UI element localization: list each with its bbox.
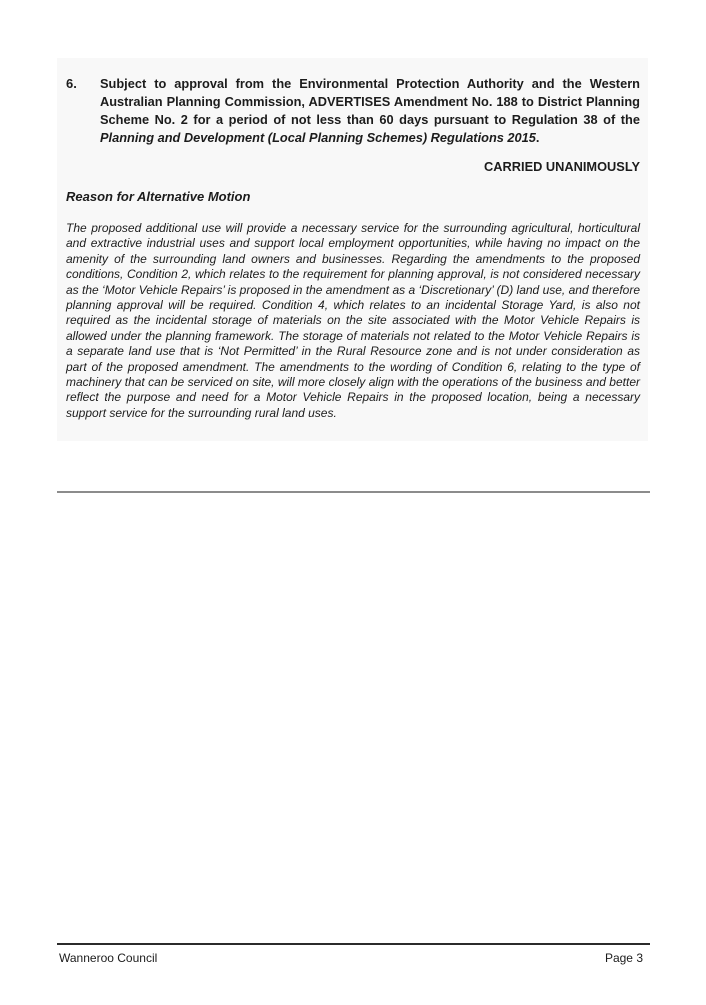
motion-item-number: 6. [66, 76, 77, 91]
section-divider-rule [57, 491, 650, 493]
footer-rule [57, 943, 650, 945]
motion-block [57, 58, 648, 441]
page-footer [57, 950, 650, 966]
motion-text-regular: Subject to approval from the Environmental Protection Authority and the Western Australian Planning Commission, ADVERTISES Amendment No. 188 to District Planning Scheme No. 2 for a period of not less than 60 days pursuant to Regulation 38 of the [100, 76, 640, 127]
footer-page-number: Page 3 [604, 951, 643, 965]
reason-body-paragraph: The proposed additional use will provide a necessary service for the surrounding agricultural, horticultural and extractive industrial uses and support local employment opportunities, while having no impact on the amenity of the surrounding land owners and businesses. Regarding the amendments to the proposed conditions, Condition 2, which relates to the requirement for planning approval, is not considered necessary as the ‘Motor Vehicle Repairs’ is proposed in the amendment as a ‘Discretionary’ (D) land use, and therefore planning approval will be required. Condition 4, which relates to an incidental Storage Yard, is also not required as the incidental storage of materials on the site associated with the Motor Vehicle Repairs is allowed under the planning framework. The storage of materials not related to the Motor Vehicle Repairs is a separate land use that is ‘Not Permitted’ in the Rural Resource zone and is not under consideration as part of the proposed amendment. The amendments to the wording of Condition 6, relating to the type of machinery that can be serviced on site, will more closely align with the operations of the business and better reflect the purpose and need for a Motor Vehicle Repairs in the proposed location, being a necessary support service for the surrounding rural land uses. [66, 221, 640, 420]
motion-item-6 [66, 75, 640, 147]
motion-text-law-title: Planning and Development (Local Planning Schemes) Regulations 2015 [100, 130, 536, 145]
motion-text-period: . [535, 130, 540, 145]
motion-item-text [100, 75, 640, 147]
footer-council-name: Wanneroo Council [59, 951, 158, 965]
reason-heading: Reason for Alternative Motion [66, 189, 251, 204]
carried-unanimously-label: CARRIED UNANIMOUSLY [484, 159, 640, 174]
